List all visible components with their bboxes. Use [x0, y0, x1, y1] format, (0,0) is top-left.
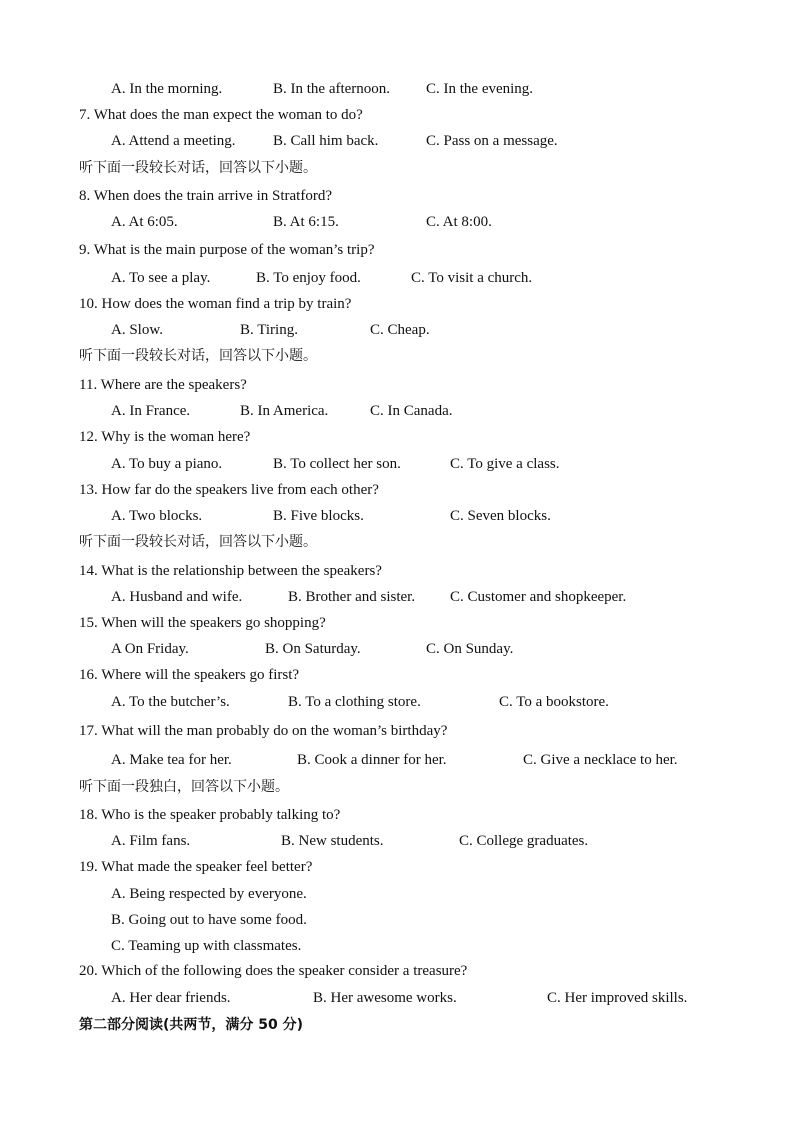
question-8: 8. When does the train arrive in Stratford?	[79, 188, 332, 204]
option: C. To give a class.	[450, 456, 560, 472]
question-12: 12. Why is the woman here?	[79, 429, 251, 445]
question-14: 14. What is the relationship between the speakers?	[79, 563, 382, 579]
option: C. In the evening.	[426, 81, 534, 97]
option: A. Two blocks.	[111, 508, 203, 524]
option: C. Her improved skills.	[547, 990, 688, 1006]
question-20: 20. Which of the following does the speaker consider a treasure?	[79, 963, 468, 979]
option: A. In the morning.	[111, 81, 223, 97]
option: A. Being respected by everyone.	[111, 886, 307, 902]
option: B. Going out to have some food.	[111, 912, 307, 928]
option: A. Make tea for her.	[111, 752, 232, 768]
option: C. Teaming up with classmates.	[111, 938, 302, 954]
option: C. Customer and shopkeeper.	[450, 589, 627, 605]
section-heading: 第二部分阅读(共两节，满分 50 分)	[79, 1017, 304, 1033]
option: A. Husband and wife.	[111, 589, 243, 605]
question-11: 11. Where are the speakers?	[79, 377, 247, 393]
question-18: 18. Who is the speaker probably talking to?	[79, 807, 341, 823]
option: B. At 6:15.	[273, 214, 339, 230]
option: C. To a bookstore.	[499, 694, 609, 710]
option: C. At 8:00.	[426, 214, 492, 230]
section-instruction: 听下面一段独白，回答以下小题。	[79, 779, 289, 795]
option: A. Film fans.	[111, 833, 191, 849]
option: B. On Saturday.	[265, 641, 361, 657]
option: B. In America.	[240, 403, 329, 419]
option: C. Give a necklace to her.	[523, 752, 678, 768]
option: A. At 6:05.	[111, 214, 178, 230]
option: B. Tiring.	[240, 322, 298, 338]
option: B. Cook a dinner for her.	[297, 752, 447, 768]
option: C. Cheap.	[370, 322, 430, 338]
option: A. To see a play.	[111, 270, 211, 286]
option: A. To buy a piano.	[111, 456, 223, 472]
question-17: 17. What will the man probably do on the woman’s birthday?	[79, 723, 448, 739]
option: B. New students.	[281, 833, 384, 849]
option: A. Slow.	[111, 322, 163, 338]
option: A. To the butcher’s.	[111, 694, 230, 710]
question-16: 16. Where will the speakers go first?	[79, 667, 300, 683]
option: C. College graduates.	[459, 833, 589, 849]
option: B. To enjoy food.	[256, 270, 361, 286]
option: C. In Canada.	[370, 403, 453, 419]
option: B. Five blocks.	[273, 508, 364, 524]
option: B. In the afternoon.	[273, 81, 391, 97]
section-instruction: 听下面一段较长对话，回答以下小题。	[79, 348, 317, 364]
section-instruction: 听下面一段较长对话，回答以下小题。	[79, 160, 317, 176]
option: B. To a clothing store.	[288, 694, 421, 710]
question-19: 19. What made the speaker feel better?	[79, 859, 313, 875]
question-10: 10. How does the woman find a trip by train?	[79, 296, 352, 312]
option: B. Her awesome works.	[313, 990, 457, 1006]
question-9: 9. What is the main purpose of the woman’s trip?	[79, 242, 375, 258]
option: A. Attend a meeting.	[111, 133, 236, 149]
section-instruction: 听下面一段较长对话，回答以下小题。	[79, 534, 317, 550]
option: C. To visit a church.	[411, 270, 533, 286]
option: B. To collect her son.	[273, 456, 401, 472]
question-15: 15. When will the speakers go shopping?	[79, 615, 326, 631]
question-7: 7. What does the man expect the woman to do?	[79, 107, 363, 123]
option: C. On Sunday.	[426, 641, 514, 657]
option: A. Her dear friends.	[111, 990, 231, 1006]
option: C. Seven blocks.	[450, 508, 551, 524]
option: B. Brother and sister.	[288, 589, 416, 605]
question-13: 13. How far do the speakers live from each other?	[79, 482, 379, 498]
option: A On Friday.	[111, 641, 189, 657]
option: A. In France.	[111, 403, 191, 419]
option: C. Pass on a message.	[426, 133, 558, 149]
option: B. Call him back.	[273, 133, 379, 149]
